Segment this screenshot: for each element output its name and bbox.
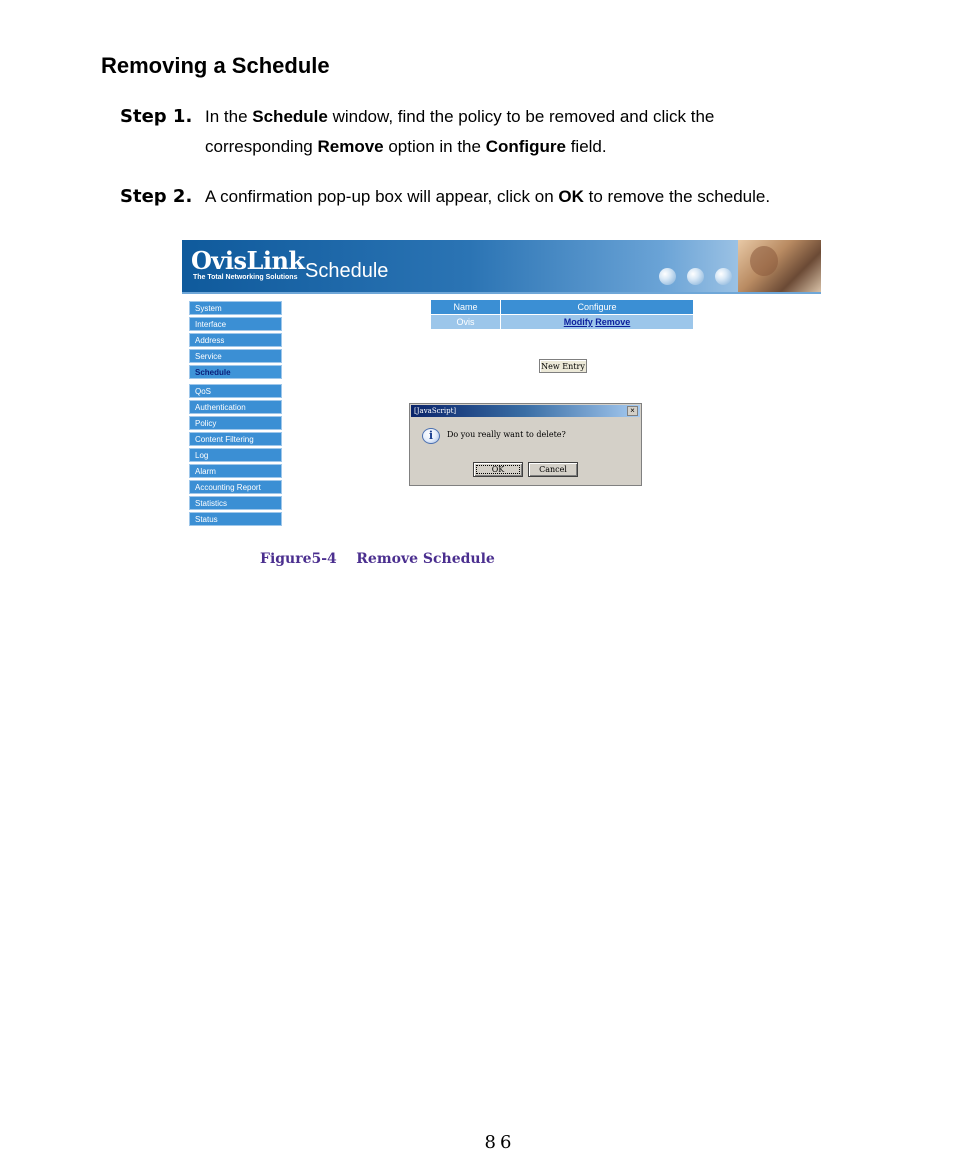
sidebar-item-system[interactable]: System bbox=[189, 301, 282, 315]
sidebar-item-service[interactable]: Service bbox=[189, 349, 282, 363]
globe-icon bbox=[687, 268, 704, 285]
step-1-text bbox=[205, 102, 714, 162]
step-2-text bbox=[205, 182, 770, 212]
globe-icon bbox=[659, 268, 676, 285]
sidebar-item-content-filtering[interactable]: Content Filtering bbox=[189, 432, 282, 446]
step-1-label: Step 1. bbox=[120, 106, 193, 127]
ovislink-logo: OvisLink bbox=[191, 246, 305, 275]
sidebar-item-log[interactable]: Log bbox=[189, 448, 282, 462]
globe-icon bbox=[715, 268, 732, 285]
confirm-dialog bbox=[409, 403, 642, 486]
cancel-button[interactable]: Cancel bbox=[528, 462, 578, 477]
step-2-label: Step 2. bbox=[120, 186, 193, 207]
sidebar-item-authentication[interactable]: Authentication bbox=[189, 400, 282, 414]
step-2 bbox=[120, 182, 880, 214]
dialog-title: [JavaScript] bbox=[414, 407, 457, 415]
logo-tagline: The Total Networking Solutions bbox=[193, 274, 298, 281]
screenshot-figure bbox=[182, 240, 822, 530]
sidebar-item-status[interactable]: Status bbox=[189, 512, 282, 526]
banner-title: Schedule bbox=[305, 260, 389, 282]
table-header-configure: Configure bbox=[501, 300, 693, 314]
header-banner bbox=[182, 240, 821, 294]
close-icon[interactable]: × bbox=[627, 406, 638, 416]
page-number: 86 bbox=[484, 1132, 516, 1153]
step-1-line-2: corresponding Remove option in the Configure field. bbox=[205, 137, 607, 156]
sidebar-item-address[interactable]: Address bbox=[189, 333, 282, 347]
section-title: Removing a Schedule bbox=[101, 53, 330, 78]
remove-link[interactable]: Remove bbox=[595, 317, 631, 327]
table-cell-name: Ovis bbox=[431, 315, 500, 329]
schedule-table bbox=[431, 300, 693, 330]
new-entry-button[interactable]: New Entry bbox=[539, 359, 587, 373]
sidebar-item-interface[interactable]: Interface bbox=[189, 317, 282, 331]
step-1 bbox=[120, 102, 880, 166]
ok-button[interactable]: OK bbox=[473, 462, 523, 477]
modify-link[interactable]: Modify bbox=[563, 317, 593, 327]
info-icon: i bbox=[422, 428, 440, 444]
banner-photo-detail bbox=[750, 246, 778, 276]
table-header-name: Name bbox=[431, 300, 500, 314]
sidebar-item-alarm[interactable]: Alarm bbox=[189, 464, 282, 478]
sidebar-item-policy[interactable]: Policy bbox=[189, 416, 282, 430]
sidebar-item-statistics[interactable]: Statistics bbox=[189, 496, 282, 510]
sidebar-item-schedule[interactable]: Schedule bbox=[189, 365, 282, 379]
sidebar-item-accounting-report[interactable]: Accounting Report bbox=[189, 480, 282, 494]
sidebar-item-qos[interactable]: QoS bbox=[189, 384, 282, 398]
dialog-message: Do you really want to delete? bbox=[447, 430, 566, 439]
dialog-title-bar bbox=[411, 405, 640, 417]
figure-caption: Figure5-4 Remove Schedule bbox=[260, 551, 495, 567]
step-2-line-1: A confirmation pop-up box will appear, click on OK to remove the schedule. bbox=[205, 187, 771, 206]
table-cell-configure bbox=[501, 315, 693, 329]
step-1-line-1: In the Schedule window, find the policy to be removed and click the bbox=[205, 107, 715, 126]
